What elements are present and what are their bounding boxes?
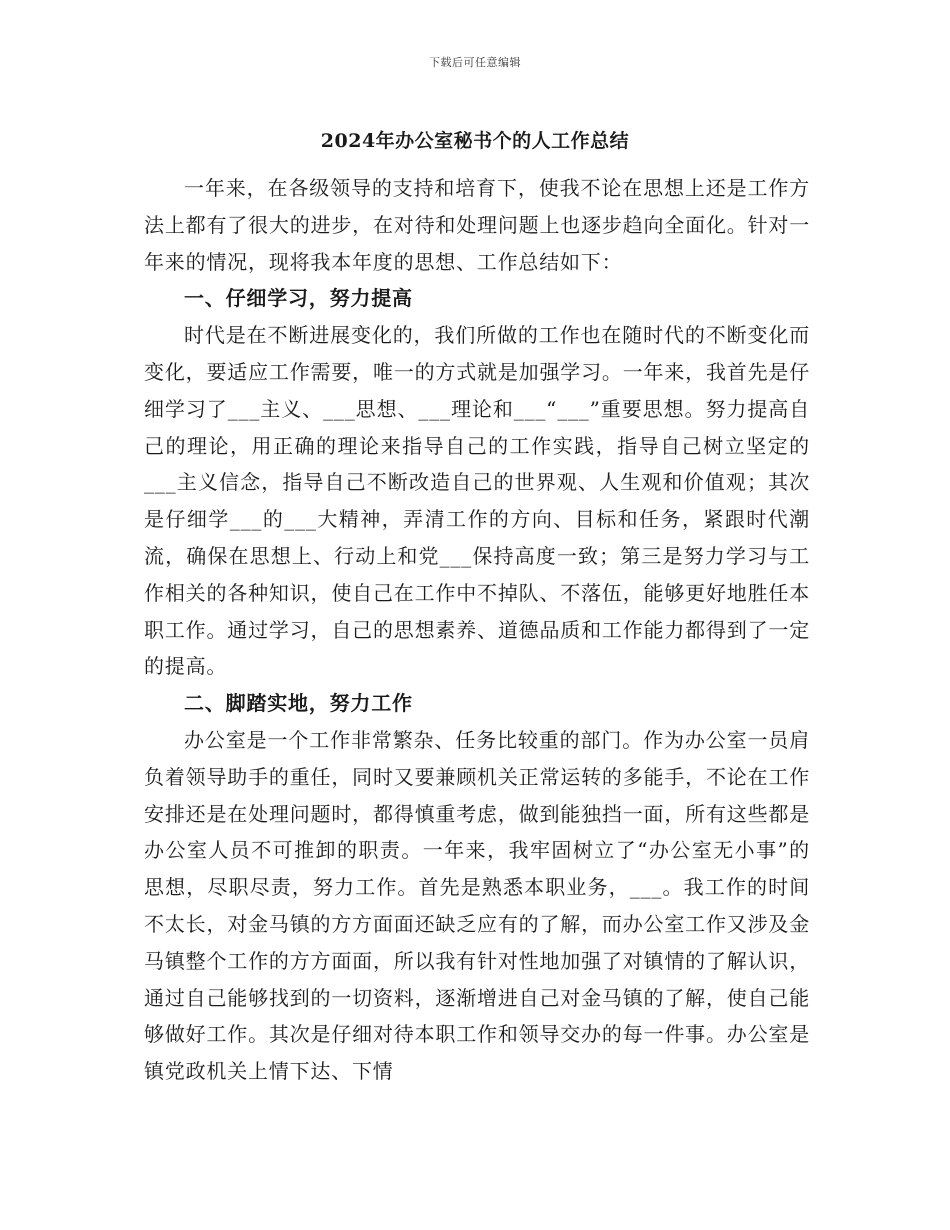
- header-note: 下载后可任意编辑: [429, 56, 521, 69]
- section-2-paragraph: 办公室是一个工作非常繁杂、任务比较重的部门。作为办公室一员肩负着领导助手的重任，同时又要兼顾机关正常运转的多能手，不论在工作安排还是在处理问题时，都得慎重考虑，做到能独挡一面，所有这些都是办公室人员不可推卸的职责。一年来，我牢固树立了“办公室无小事”的思想，尽职尽责，努力工作。首先是熟悉本职业务，___。我工作的时间不太长，对金马镇的方方面面还缺乏应有的了解，而办公室工作又涉及金马镇整个工作的方方面面，所以我有针对性地加强了对镇情的了解认识，通过自己能够找到的一切资料，逐渐增进自己对金马镇的了解，使自己能够做好工作。其次是仔细对待本职工作和领导交办的每一件事。办公室是镇党政机关上情下达、下情: [144, 727, 810, 1084]
- section-1-paragraph: 时代是在不断进展变化的，我们所做的工作也在随时代的不断变化而变化，要适应工作需要，唯一的方式就是加强学习。一年来，我首先是仔细学习了___主义、___思想、___理论和___“___”重要思想。努力提高自己的理论，用正确的理论来指导自己的工作实践，指导自己树立坚定的___主义信念，指导自己不断改造自己的世界观、人生观和价值观；其次是仔细学___的___大精神，弄清工作的方向、目标和任务，紧跟时代潮流，确保在思想上、行动上和党___保持高度一致；第三是努力学习与工作相关的各种知识，使自己在工作中不掉队、不落伍，能够更好地胜任本职工作。通过学习，自己的思想素养、道德品质和工作能力都得到了一定的提高。: [144, 323, 810, 679]
- document-body: [144, 170, 810, 1090]
- section-2-heading: 二、脚踏实地，努力工作: [184, 691, 413, 716]
- section-1-heading: 一、仔细学习，努力提高: [184, 286, 413, 311]
- document-title: 2024年办公室秘书个的人工作总结: [320, 130, 630, 152]
- intro-paragraph: 一年来，在各级领导的支持和培育下，使我不论在思想上还是工作方法上都有了很大的进步，在对待和处理问题上也逐步趋向全面化。针对一年来的情况，现将我本年度的思想、工作总结如下：: [144, 176, 810, 274]
